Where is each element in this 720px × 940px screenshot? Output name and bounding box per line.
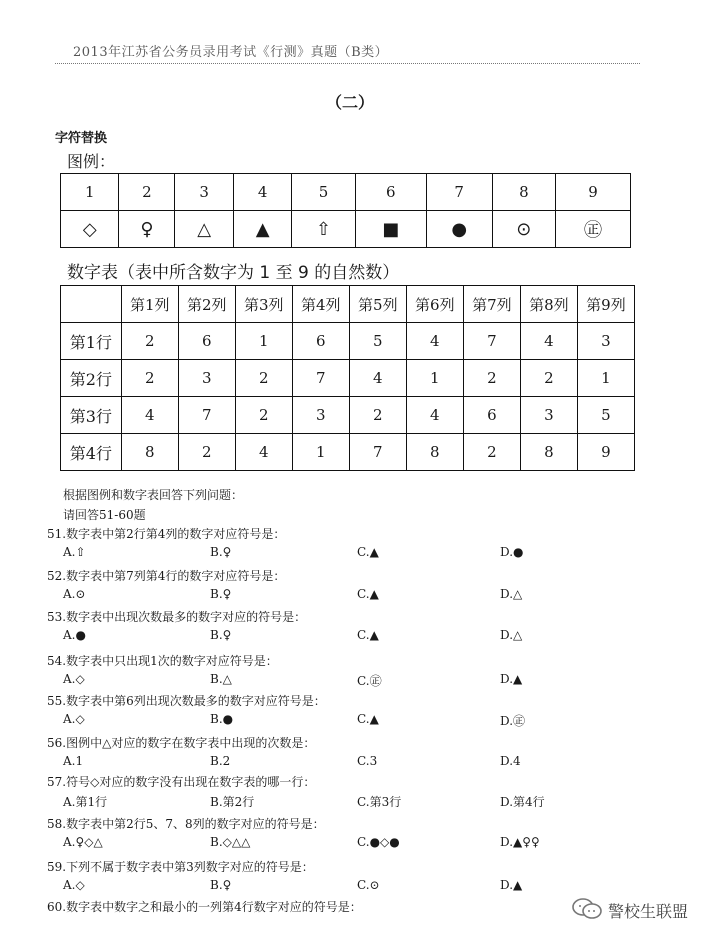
table-cell: 5 <box>577 397 634 434</box>
header-divider <box>55 63 640 64</box>
table-cell: 8 <box>520 434 577 471</box>
table-cell: 2 <box>235 397 292 434</box>
answer-option: C.▲ <box>357 628 379 642</box>
table-cell: 1 <box>406 360 463 397</box>
table-cell: 4 <box>121 397 178 434</box>
table-cell: 7 <box>463 323 520 360</box>
legend-title: 图例： <box>67 152 116 171</box>
number-table <box>60 285 635 471</box>
row-header: 第1行 <box>61 323 122 360</box>
answer-option: B.♀ <box>210 878 232 892</box>
legend-symbol-cell-3 <box>175 211 233 248</box>
table-cell: 6 <box>292 323 349 360</box>
answer-option: A.● <box>63 628 86 642</box>
legend-number-5: 5 <box>292 174 355 211</box>
answer-option: D.△ <box>500 587 523 601</box>
answer-option: A.1 <box>63 754 84 768</box>
legend-number-8: 8 <box>492 174 555 211</box>
answer-option: B.● <box>210 712 234 726</box>
legend-number-4: 4 <box>233 174 291 211</box>
table-row <box>61 323 635 360</box>
table-cell: 2 <box>121 360 178 397</box>
question-stem: 55.数字表中第6列出现次数最多的数字对应符号是： <box>47 694 326 708</box>
part-number: （二） <box>325 93 374 112</box>
table-cell: 4 <box>349 360 406 397</box>
table-cell: 2 <box>463 360 520 397</box>
table-cell: 6 <box>463 397 520 434</box>
answer-option: C.▲ <box>357 712 379 726</box>
instructions-intro: 根据图例和数字表回答下列问题： <box>63 488 244 502</box>
header-title: 2013年江苏省公务员录用考试《行测》真题（B类） <box>73 45 389 60</box>
diamond-outline-icon: ◇ <box>82 218 97 240</box>
table-cell: 1 <box>577 360 634 397</box>
table-cell: 7 <box>349 434 406 471</box>
table-cell: 2 <box>178 434 235 471</box>
question-stem: 60.数字表中数字之和最小的一列第4行数字对应的符号是： <box>47 900 362 914</box>
number-table-header <box>61 286 635 323</box>
table-cell: 5 <box>349 323 406 360</box>
answer-option: C.●◇● <box>357 835 400 849</box>
circled-zheng-icon: ㊣ <box>584 220 603 241</box>
answer-option: B.♀ <box>210 628 232 642</box>
question-stem: 51.数字表中第2行第4列的数字对应符号是： <box>47 527 286 541</box>
column-header: 第1列 <box>121 286 178 323</box>
legend-symbol-cell-7 <box>426 211 492 248</box>
row-header: 第4行 <box>61 434 122 471</box>
column-header: 第2列 <box>178 286 235 323</box>
row-header: 第2行 <box>61 360 122 397</box>
answer-option: D.● <box>500 545 524 559</box>
answer-option: C.▲ <box>357 587 379 601</box>
table-cell: 7 <box>178 397 235 434</box>
answer-option: D.㊣ <box>500 714 526 728</box>
watermark-text: 警校生联盟 <box>608 902 689 921</box>
table-cell: 4 <box>235 434 292 471</box>
answer-option: A.⊙ <box>63 587 86 601</box>
triangle-filled-icon: ▲ <box>255 218 270 240</box>
table-cell: 8 <box>121 434 178 471</box>
answer-option: A.⇧ <box>63 545 86 559</box>
legend-table <box>60 173 631 248</box>
legend-number-2: 2 <box>119 174 175 211</box>
answer-option: B.◇△△ <box>210 835 251 849</box>
legend-symbol-row <box>61 211 631 248</box>
column-header: 第4列 <box>292 286 349 323</box>
table-cell: 2 <box>463 434 520 471</box>
question-stem: 59.下列不属于数字表中第3列数字对应的符号是： <box>47 860 314 874</box>
question-stem: 54.数字表中只出现1次的数字对应符号是： <box>47 654 278 668</box>
table-cell: 4 <box>406 323 463 360</box>
legend-number-6: 6 <box>355 174 426 211</box>
column-header: 第9列 <box>577 286 634 323</box>
column-header: 第6列 <box>406 286 463 323</box>
legend-number-1: 1 <box>61 174 119 211</box>
answer-option: A.第1行 <box>63 795 108 809</box>
question-stem: 56.图例中△对应的数字在数字表中出现的次数是： <box>47 736 316 750</box>
page-header <box>55 33 640 65</box>
table-cell: 2 <box>235 360 292 397</box>
square-filled-icon: ■ <box>382 218 400 240</box>
column-header: 第5列 <box>349 286 406 323</box>
answer-option: C.㊣ <box>357 674 382 688</box>
legend-symbol-cell-4 <box>233 211 291 248</box>
up-arrow-icon: ⇧ <box>316 218 332 240</box>
legend-symbol-cell-6 <box>355 211 426 248</box>
answer-option: D.▲♀♀ <box>500 835 540 849</box>
table-cell: 1 <box>235 323 292 360</box>
table-cell: 4 <box>406 397 463 434</box>
answer-option: D.第4行 <box>500 795 545 809</box>
legend-symbol-cell-9 <box>556 211 631 248</box>
answer-option: B.♀ <box>210 587 232 601</box>
table-cell: 4 <box>520 323 577 360</box>
question-stem: 52.数字表中第7列第4行的数字对应符号是： <box>47 569 286 583</box>
table-row <box>61 434 635 471</box>
chat-bubble-icon <box>572 897 602 921</box>
table-row <box>61 360 635 397</box>
table-cell: 7 <box>292 360 349 397</box>
section-title: 字符替换 <box>55 131 108 146</box>
answer-option: C.▲ <box>357 545 379 559</box>
circle-filled-icon: ● <box>451 218 468 240</box>
legend-number-row <box>61 174 631 211</box>
table-cell: 3 <box>520 397 577 434</box>
answer-option: C.3 <box>357 754 378 768</box>
table-cell: 3 <box>292 397 349 434</box>
legend-symbol-cell-5 <box>292 211 355 248</box>
question-stem: 57.符号◇对应的数字没有出现在数字表的哪一行： <box>47 775 316 789</box>
legend-symbol-cell-1 <box>61 211 119 248</box>
answer-option: D.▲ <box>500 878 523 892</box>
answer-option: D.▲ <box>500 672 523 686</box>
answer-option: A.◇ <box>63 712 85 726</box>
answer-option: C.⊙ <box>357 878 380 892</box>
question-stem: 58.数字表中第2行5、7、8列的数字对应的符号是： <box>47 817 325 831</box>
answer-option: B.第2行 <box>210 795 255 809</box>
row-header: 第3行 <box>61 397 122 434</box>
column-header: 第3列 <box>235 286 292 323</box>
answer-option: C.第3行 <box>357 795 402 809</box>
answer-option: B.♀ <box>210 545 232 559</box>
column-header: 第8列 <box>520 286 577 323</box>
answer-option: D.△ <box>500 628 523 642</box>
question-stem: 53.数字表中出现次数最多的数字对应的符号是： <box>47 610 307 624</box>
table-cell: 3 <box>577 323 634 360</box>
table-cell: 8 <box>406 434 463 471</box>
triangle-outline-icon: △ <box>197 218 212 240</box>
answer-option: B.△ <box>210 672 232 686</box>
table-cell: 6 <box>178 323 235 360</box>
circled-dot-icon: ⊙ <box>516 218 532 240</box>
legend-number-7: 7 <box>426 174 492 211</box>
legend-symbol-cell-2 <box>119 211 175 248</box>
table-cell: 1 <box>292 434 349 471</box>
legend-symbol-cell-8 <box>492 211 555 248</box>
legend-number-3: 3 <box>175 174 233 211</box>
answer-option: D.4 <box>500 754 521 768</box>
table-cell: 2 <box>121 323 178 360</box>
table-row <box>61 397 635 434</box>
table-cell: 9 <box>577 434 634 471</box>
number-table-title: 数字表（表中所含数字为 1 至 9 的自然数） <box>67 263 400 283</box>
watermark <box>572 895 712 925</box>
answer-option: A.◇ <box>63 672 85 686</box>
column-header: 第7列 <box>463 286 520 323</box>
instructions-range: 请回答51-60题 <box>63 508 146 522</box>
legend-number-9: 9 <box>556 174 631 211</box>
answer-option: B.2 <box>210 754 231 768</box>
answer-option: A.◇ <box>63 878 85 892</box>
female-sign-icon: ♀ <box>140 218 154 240</box>
table-cell: 3 <box>178 360 235 397</box>
table-cell: 2 <box>520 360 577 397</box>
corner-cell <box>61 286 122 323</box>
table-cell: 2 <box>349 397 406 434</box>
answer-option: A.♀◇△ <box>63 835 103 849</box>
